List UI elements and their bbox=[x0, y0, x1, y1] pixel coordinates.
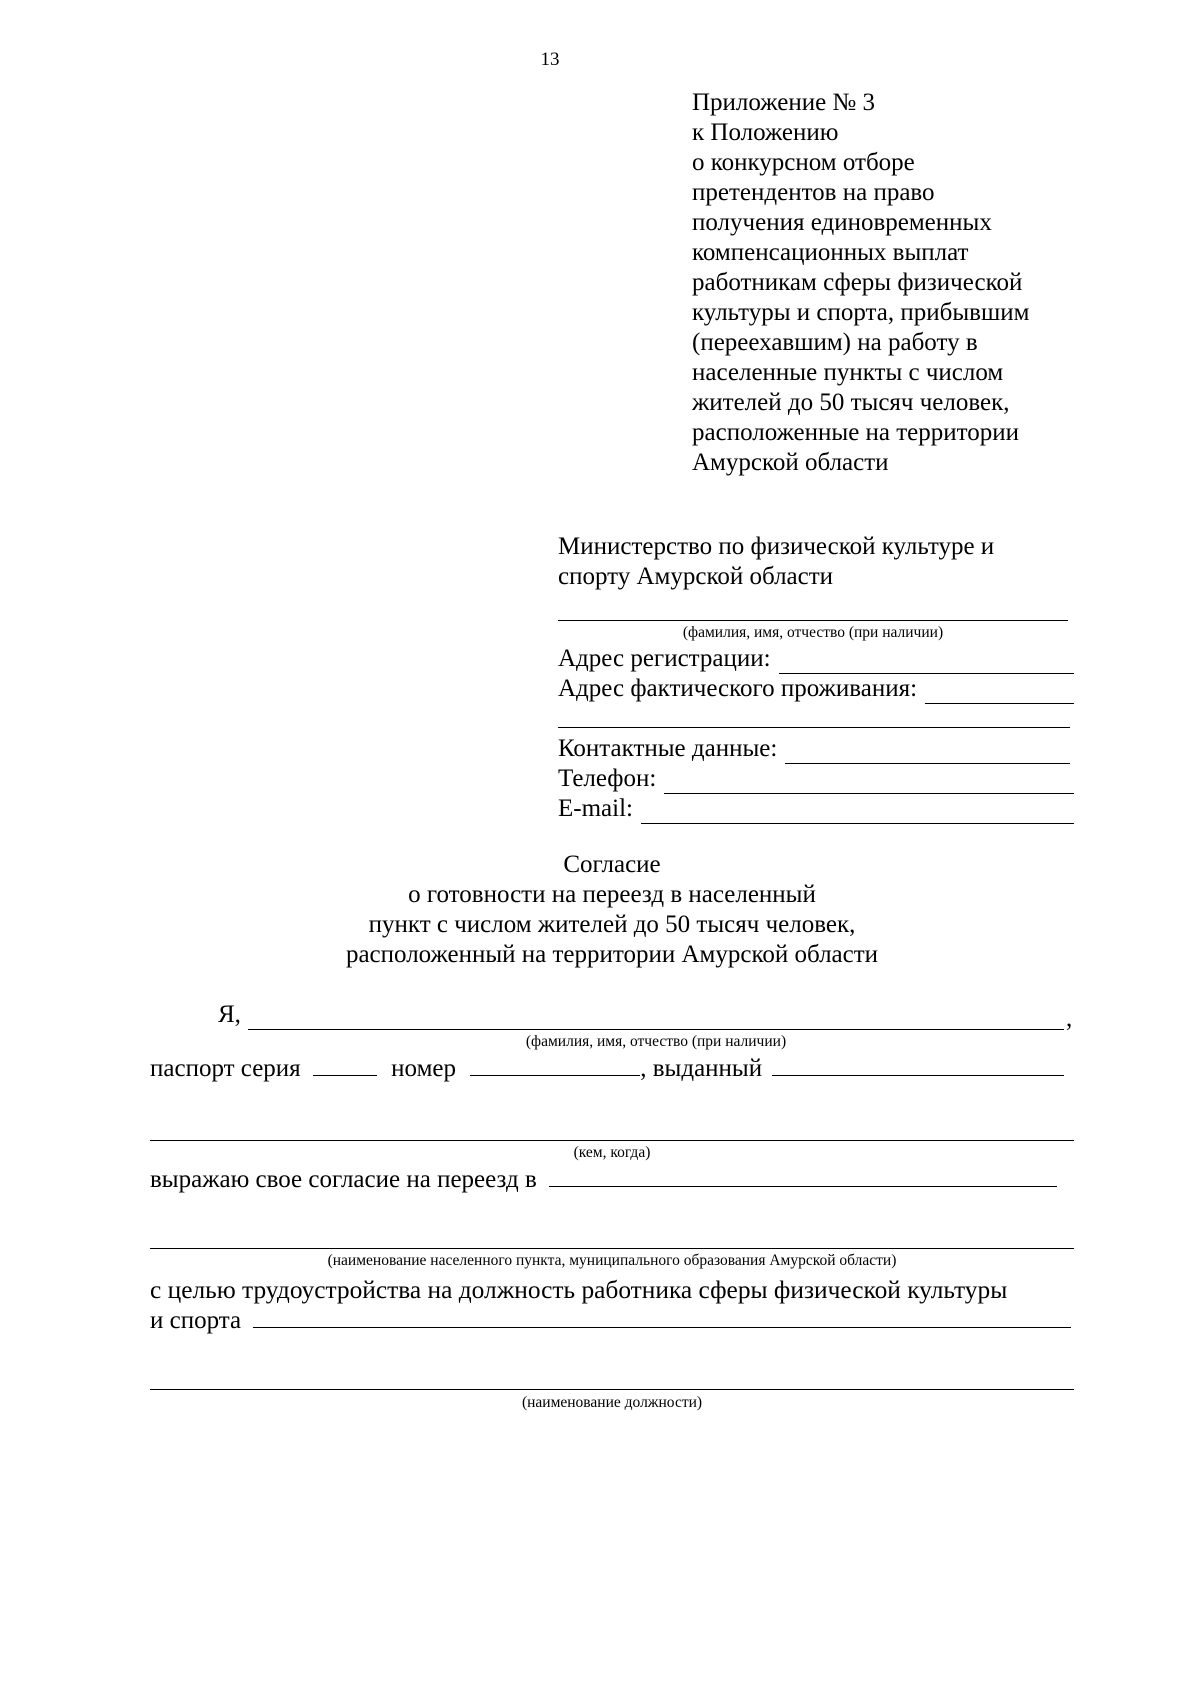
position-extra-line[interactable] bbox=[150, 1389, 1074, 1390]
reg-address-line[interactable] bbox=[779, 651, 1074, 674]
locality-caption: (наименование населенного пункта, муниципального образования Амурской области) bbox=[327, 1252, 897, 1269]
passport-series-label: паспорт серия bbox=[150, 1055, 301, 1082]
locality-line[interactable] bbox=[549, 1164, 1057, 1187]
page-number: 13 bbox=[540, 49, 560, 70]
appendix-line: (переехавшим) на работу в bbox=[692, 329, 978, 356]
passport-issued-label: , выданный bbox=[640, 1055, 763, 1082]
reg-address-field bbox=[558, 644, 1074, 674]
phone-field bbox=[558, 764, 1074, 794]
phone-label: Телефон: bbox=[558, 765, 657, 792]
declarant-name-line[interactable] bbox=[248, 1029, 1064, 1030]
position-line[interactable] bbox=[253, 1305, 1071, 1328]
consent-text: выражаю свое согласие на переезд в bbox=[150, 1166, 537, 1193]
purpose-line-2: и спорта bbox=[150, 1307, 242, 1334]
reg-address-label: Адрес регистрации: bbox=[558, 645, 771, 672]
email-line[interactable] bbox=[641, 801, 1074, 824]
applicant-name-line[interactable] bbox=[558, 620, 1068, 621]
issued-by-caption: (кем, когда) bbox=[573, 1144, 651, 1161]
email-label: E-mail: bbox=[558, 795, 633, 822]
passport-number-line[interactable] bbox=[470, 1053, 640, 1076]
actual-address-line[interactable] bbox=[925, 681, 1074, 704]
appendix-line: о конкурсном отборе bbox=[692, 149, 915, 176]
position-caption: (наименование должности) bbox=[521, 1394, 703, 1411]
appendix-line: Амурской области bbox=[692, 449, 889, 476]
actual-address-extra-line[interactable] bbox=[558, 727, 1070, 728]
actual-address-label: Адрес фактического проживания: bbox=[558, 675, 918, 702]
appendix-line: работникам сферы физической bbox=[692, 269, 1023, 296]
passport-series-line[interactable] bbox=[313, 1053, 377, 1076]
appendix-line: Приложение № 3 bbox=[692, 89, 876, 116]
declarant-name-caption: (фамилия, имя, отчество (при наличии) bbox=[525, 1033, 787, 1050]
ministry-line: Министерство по физической культуре и bbox=[558, 533, 995, 560]
phone-line[interactable] bbox=[664, 771, 1074, 794]
appendix-header bbox=[692, 88, 1092, 478]
appendix-line: получения единовременных bbox=[692, 209, 992, 236]
consent-title-line: расположенный на территории Амурской области bbox=[345, 941, 879, 968]
i-label: Я, bbox=[218, 1001, 241, 1028]
ministry-line: спорту Амурской области bbox=[558, 563, 834, 590]
ministry-name bbox=[558, 532, 1078, 592]
applicant-name-caption: (фамилия, имя, отчество (при наличии) bbox=[682, 624, 944, 641]
passport-issued-line[interactable] bbox=[772, 1053, 1064, 1076]
appendix-line: жителей до 50 тысяч человек, bbox=[692, 389, 1010, 416]
i-comma: , bbox=[1066, 1005, 1073, 1032]
contacts-line[interactable] bbox=[785, 741, 1070, 764]
consent-heading: Согласие bbox=[563, 851, 661, 878]
appendix-line: компенсационных выплат bbox=[692, 239, 969, 266]
consent-row bbox=[150, 1164, 1057, 1195]
appendix-line: культуры и спорта, прибывшим bbox=[692, 299, 1030, 326]
appendix-line: населенные пункты с числом bbox=[692, 359, 1004, 386]
passport-number-label: номер bbox=[391, 1055, 456, 1082]
contacts-label: Контактные данные: bbox=[558, 735, 778, 762]
issued-by-line[interactable] bbox=[150, 1140, 1074, 1141]
locality-extra-line[interactable] bbox=[150, 1248, 1074, 1249]
contacts-field bbox=[558, 734, 1070, 764]
actual-address-field bbox=[558, 674, 1074, 704]
consent-title-line: о готовности на переезд в населенный bbox=[408, 881, 816, 908]
purpose-line-1: с целью трудоустройства на должность работника сферы физической культуры bbox=[150, 1276, 1008, 1304]
consent-title bbox=[0, 850, 1200, 970]
appendix-line: расположенные на территории bbox=[692, 419, 1020, 446]
passport-row bbox=[150, 1053, 1064, 1084]
consent-title-line: пункт с числом жителей до 50 тысяч человек, bbox=[368, 911, 856, 938]
appendix-line: претендентов на право bbox=[692, 179, 935, 206]
email-field bbox=[558, 794, 1074, 824]
purpose-row-2 bbox=[150, 1305, 1071, 1336]
appendix-line: к Положению bbox=[692, 119, 839, 146]
